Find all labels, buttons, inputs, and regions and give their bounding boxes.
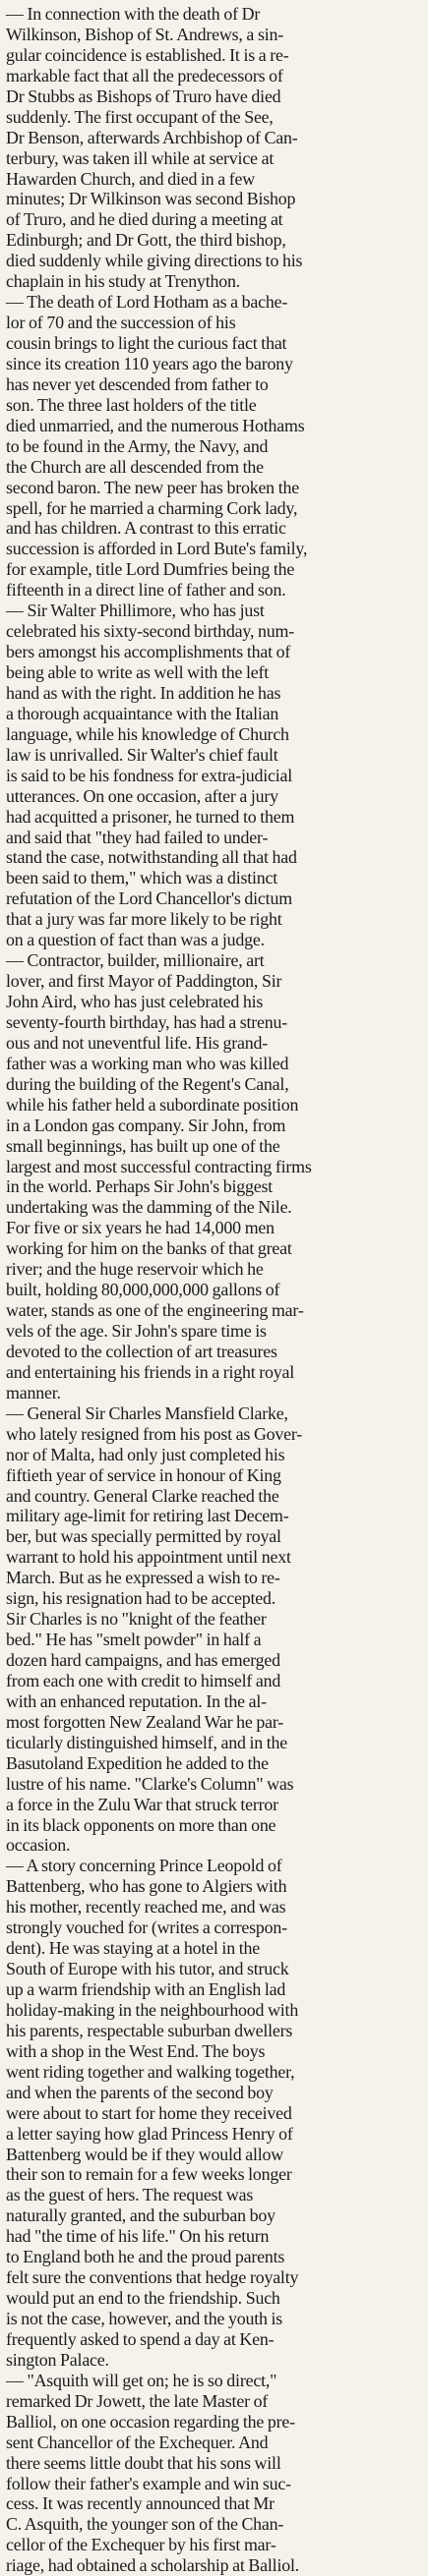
text-line: For five or six years he had 14,000 men bbox=[6, 1218, 275, 1238]
text-line: son. The three last holders of the title bbox=[6, 394, 257, 415]
text-line: ous and not uneventful life. His grand- bbox=[6, 1032, 268, 1053]
text-line: in a London gas company. Sir John, from bbox=[6, 1115, 286, 1135]
text-line: fifteenth in a direct line of father and son. bbox=[6, 580, 286, 601]
text-line: lustre of his name. "Clarke's Column" was bbox=[6, 1773, 294, 1794]
text-line: vels of the age. Sir John's spare time is bbox=[6, 1321, 267, 1341]
text-line: frequently asked to spend a day at Ken- bbox=[6, 2328, 275, 2349]
text-line: Sir Charles is no "knight of the feather bbox=[6, 1609, 267, 1630]
text-line: fiftieth year of service in honour of King bbox=[6, 1464, 281, 1485]
text-line: dent). He was staying at a hotel in the bbox=[6, 1938, 260, 1959]
text-line: up a warm friendship with an English lad bbox=[6, 1979, 286, 1999]
text-line: dozen hard campaigns, and has emerged bbox=[6, 1650, 280, 1670]
text-line: on a question of fact than was a judge. bbox=[6, 930, 265, 950]
text-line: cellor of the Exchequer by his first mar- bbox=[6, 2535, 276, 2555]
text-line: bers amongst his accomplishments that of bbox=[6, 642, 291, 662]
text-line: — "Asquith will get on; he is so direct," bbox=[6, 2370, 277, 2390]
text-line: sign, his resignation had to be accepted. bbox=[6, 1588, 275, 1609]
text-line: were about to start for home they received bbox=[6, 2102, 292, 2123]
text-line: succession is afforded in Lord Bute's family, bbox=[6, 539, 308, 559]
text-line: ticularly distinguished himself, and in the bbox=[6, 1732, 288, 1752]
text-line: spell, for he married a charming Cork lady, bbox=[6, 497, 298, 518]
text-line: celebrated his sixty-second birthday, num- bbox=[6, 621, 294, 642]
text-line: in its black opponents on more than one bbox=[6, 1814, 276, 1835]
text-line: been said to them," which was a distinct bbox=[6, 868, 278, 888]
text-line: a letter saying how glad Princess Henry of bbox=[6, 2123, 293, 2144]
text-line: refutation of the Lord Chancellor's dictum bbox=[6, 888, 292, 909]
text-line: being able to write as well with the left bbox=[6, 662, 270, 682]
text-line: — The death of Lord Hotham as a bache- bbox=[6, 292, 288, 313]
text-line: during the building of the Regent's Canal, bbox=[6, 1073, 289, 1094]
text-line: Wilkinson, Bishop of St. Andrews, a sin- bbox=[6, 24, 283, 44]
text-line: and has children. A contrast to this erratic bbox=[6, 518, 286, 539]
text-line: John Aird, who has just celebrated his bbox=[6, 992, 264, 1011]
text-line: — Sir Walter Phillimore, who has just bbox=[6, 601, 265, 621]
text-line: terbury, was taken ill while at service at bbox=[6, 147, 275, 168]
article-paragraph-asquith bbox=[6, 2371, 422, 2576]
text-line: his mother, recently reached me, and was bbox=[6, 1897, 286, 1918]
text-line: naturally granted, and the suburban boy bbox=[6, 2205, 275, 2226]
text-line: Edinburgh; and Dr Gott, the third bishop, bbox=[6, 230, 286, 251]
text-line: that a jury was far more likely to be right bbox=[6, 909, 282, 930]
text-line: there seems little doubt that his sons will bbox=[6, 2452, 281, 2473]
text-line: sent Chancellor of the Exchequer. And bbox=[6, 2432, 269, 2452]
text-line: in the world. Perhaps Sir John's biggest bbox=[6, 1176, 274, 1197]
text-line: seventy-fourth birthday, has had a strenu- bbox=[6, 1011, 288, 1032]
text-line: father was a working man who was killed bbox=[6, 1053, 289, 1073]
article-paragraph-leopold bbox=[6, 1856, 422, 2370]
text-line: military age-limit for retiring last Decem- bbox=[6, 1506, 289, 1526]
text-line: had "the time of his life." On his return bbox=[6, 2226, 270, 2247]
text-line: cess. It was recently announced that Mr bbox=[6, 2493, 275, 2514]
text-line: small beginnings, has built up one of the bbox=[6, 1135, 280, 1156]
text-line: since its creation 110 years ago the barony bbox=[6, 353, 293, 373]
text-line: law is unrivalled. Sir Walter's chief fault bbox=[6, 744, 278, 765]
text-line: — General Sir Charles Mansfield Clarke, bbox=[6, 1402, 288, 1423]
text-line: while his father held a subordinate position bbox=[6, 1094, 299, 1115]
text-line: to be found in the Army, the Navy, and bbox=[6, 435, 269, 456]
text-line: would put an end to the friendship. Such bbox=[6, 2288, 280, 2309]
text-line: South of Europe with his tutor, and struck bbox=[6, 1959, 289, 1979]
text-line: manner. bbox=[6, 1382, 61, 1402]
text-line: Basutoland Expedition he added to the bbox=[6, 1752, 269, 1773]
text-line: follow their father's example and win suc- bbox=[6, 2473, 291, 2493]
text-line: cousin brings to light the curious fact that bbox=[6, 333, 287, 353]
text-line: Battenberg, who has gone to Algiers with bbox=[6, 1876, 287, 1897]
text-line: with a shop in the West End. The boys bbox=[6, 2040, 266, 2061]
text-line: died unmarried, and the numerous Hothams bbox=[6, 415, 305, 435]
text-line: remarked Dr Jowett, the late Master of bbox=[6, 2390, 269, 2411]
article-paragraph-hotham bbox=[6, 292, 422, 601]
text-line: has never yet descended from father to bbox=[6, 373, 269, 394]
text-line: gular coincidence is established. It is a re- bbox=[6, 44, 289, 65]
text-line: water, stands as one of the engineering mar- bbox=[6, 1300, 304, 1321]
text-line: a thorough acquaintance with the Italian bbox=[6, 703, 279, 723]
text-line: who lately resigned from his post as Gover- bbox=[6, 1423, 303, 1444]
text-line: suddenly. The first occupant of the See, bbox=[6, 106, 274, 127]
text-line: hand as with the right. In addition he has bbox=[6, 682, 281, 703]
text-line: and country. General Clarke reached the bbox=[6, 1485, 279, 1506]
text-line: Balliol, on one occasion regarding the pre- bbox=[6, 2411, 295, 2432]
text-line: went riding together and walking together, bbox=[6, 2061, 295, 2082]
text-line: lover, and first Mayor of Paddington, Sir bbox=[6, 971, 282, 992]
text-line: is not the case, however, and the youth is bbox=[6, 2309, 283, 2328]
text-line: warrant to hold his appointment until next bbox=[6, 1547, 291, 1568]
text-line: is said to be his fondness for extra-judicial bbox=[6, 765, 293, 785]
text-line: strongly vouched for (writes a correspon- bbox=[6, 1918, 287, 1938]
text-line: had acquitted a prisoner, he turned to them bbox=[6, 806, 295, 827]
text-line: to England both he and the proud parents bbox=[6, 2247, 285, 2267]
text-line: Dr Stubbs as Bishops of Truro have died bbox=[6, 86, 281, 106]
text-line: bed." He has "smelt powder" in half a bbox=[6, 1630, 262, 1650]
text-line: with an enhanced reputation. In the al- bbox=[6, 1690, 267, 1711]
text-line: minutes; Dr Wilkinson was second Bishop bbox=[6, 189, 296, 209]
text-line: markable fact that all the predecessors of bbox=[6, 65, 283, 86]
text-line: Hawarden Church, and died in a few bbox=[6, 168, 255, 189]
text-line: language, while his knowledge of Church bbox=[6, 723, 289, 744]
text-line: built, holding 80,000,000,000 gallons of bbox=[6, 1280, 280, 1300]
text-line: nor of Malta, had only just completed his bbox=[6, 1444, 285, 1464]
text-line: for example, title Lord Dumfries being the bbox=[6, 559, 295, 580]
text-line: utterances. On one occasion, after a jury bbox=[6, 785, 278, 806]
text-line: holiday-making in the neighbourhood with bbox=[6, 1999, 299, 2020]
article-paragraph-bishop bbox=[6, 4, 422, 292]
text-line: largest and most successful contracting firms bbox=[6, 1156, 312, 1176]
text-line: stand the case, notwithstanding all that had bbox=[6, 847, 297, 868]
text-line: chaplain in his study at Trenython. bbox=[6, 271, 240, 292]
text-line: occasion. bbox=[6, 1835, 71, 1856]
text-line: — Contractor, builder, millionaire, art bbox=[6, 950, 265, 971]
text-line: died suddenly while giving directions to his bbox=[6, 251, 303, 271]
text-line: and when the parents of the second boy bbox=[6, 2082, 274, 2102]
text-line: — In connection with the death of Dr bbox=[6, 4, 261, 24]
text-line: ber, but was specially permitted by royal bbox=[6, 1526, 281, 1547]
text-line: working for him on the banks of that great bbox=[6, 1238, 292, 1259]
text-line: the Church are all descended from the bbox=[6, 456, 264, 477]
text-line: most forgotten New Zealand War he par- bbox=[6, 1711, 284, 1732]
text-line: and said that "they had failed to under- bbox=[6, 827, 269, 847]
text-line: Dr Benson, afterwards Archbishop of Can- bbox=[6, 127, 298, 147]
text-line: March. But as he expressed a wish to re- bbox=[6, 1568, 280, 1588]
text-line: devoted to the collection of art treasures bbox=[6, 1341, 277, 1361]
text-line: and entertaining his friends in a right royal bbox=[6, 1361, 295, 1382]
text-line: C. Asquith, the younger son of the Chan- bbox=[6, 2514, 284, 2535]
text-line: of Truro, and he died during a meeting at bbox=[6, 209, 283, 230]
text-line: second baron. The new peer has broken the bbox=[6, 477, 299, 497]
article-paragraph-clarke bbox=[6, 1403, 422, 1857]
text-line: — A story concerning Prince Leopold of bbox=[6, 1856, 282, 1876]
text-line: from each one with credit to himself and bbox=[6, 1670, 281, 1690]
text-line: their son to remain for a few weeks longer bbox=[6, 2164, 292, 2185]
text-line: a force in the Zulu War that struck terror bbox=[6, 1794, 278, 1814]
text-line: river; and the huge reservoir which he bbox=[6, 1259, 264, 1280]
article-paragraph-aird bbox=[6, 950, 422, 1403]
text-line: sington Palace. bbox=[6, 2349, 109, 2370]
article-paragraph-phillimore bbox=[6, 601, 422, 950]
text-line: Battenberg would be if they would allow bbox=[6, 2144, 284, 2164]
text-line: riage, had obtained a scholarship at Balliol. bbox=[6, 2555, 300, 2576]
text-line: felt sure the conventions that hedge royalty bbox=[6, 2267, 299, 2288]
text-line: undertaking was the damming of the Nile. bbox=[6, 1197, 292, 1218]
text-line: as the guest of hers. The request was bbox=[6, 2185, 254, 2205]
text-line: lor of 70 and the succession of his bbox=[6, 313, 236, 333]
text-line: his parents, respectable suburban dwellers bbox=[6, 2020, 293, 2040]
